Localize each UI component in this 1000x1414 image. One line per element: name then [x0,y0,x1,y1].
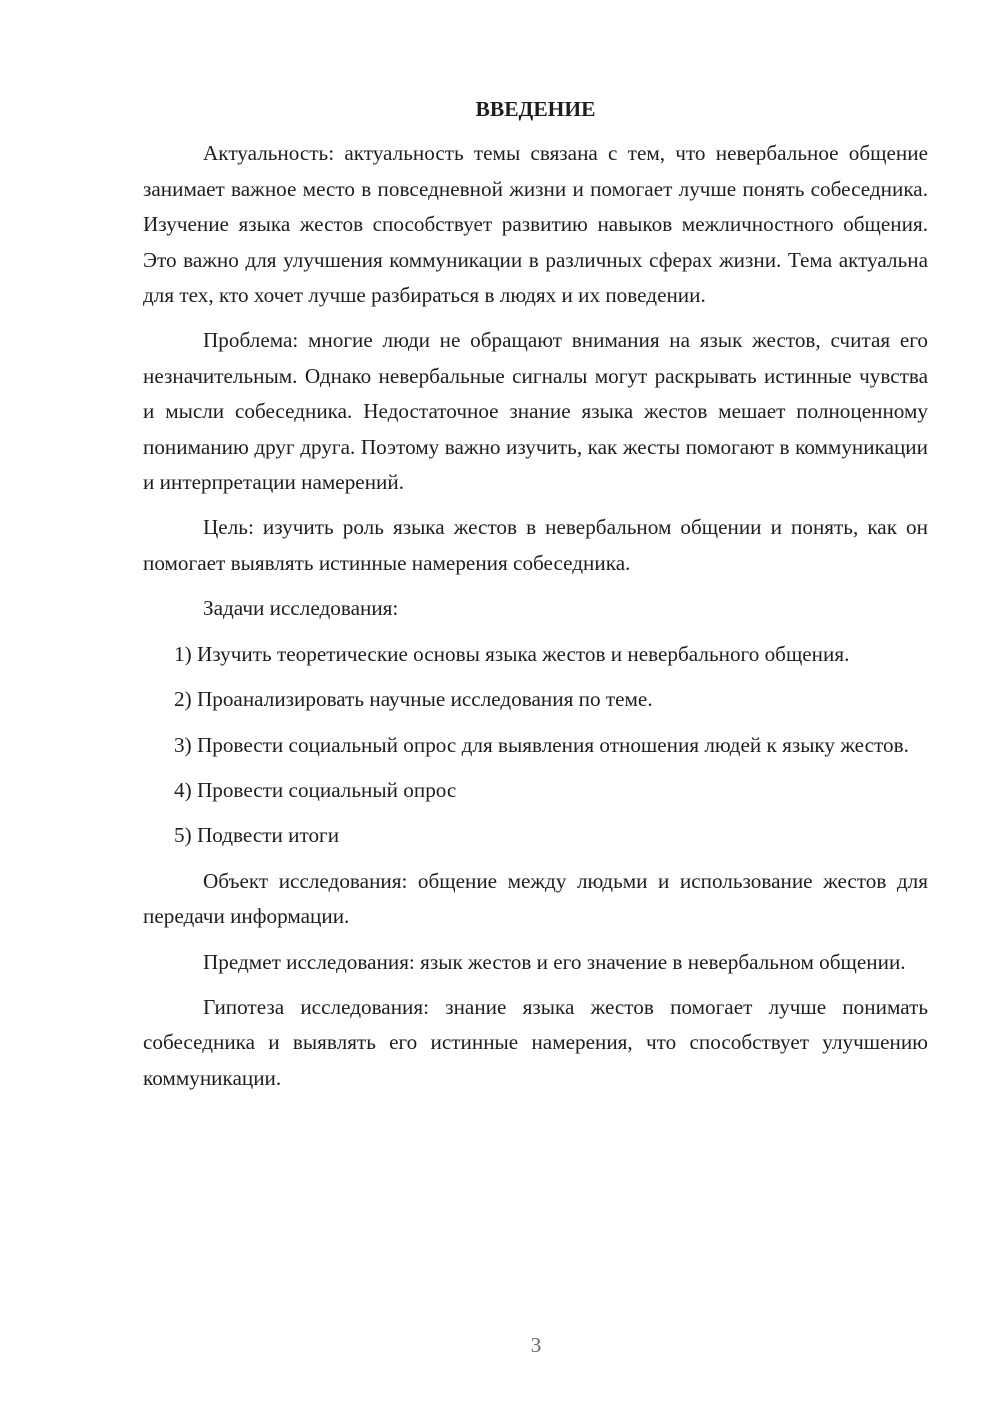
page-title: ВВЕДЕНИЕ [475,97,596,121]
problem-paragraph: Проблема: многие люди не обращают внимания на язык жестов, считая его незначительным. Однако невербальные сигналы могут раскрывать истинные чувства и мысли собеседника. Недостаточное знание языка жестов мешает полноценному пониманию друг друга. Поэтому важно изучить, как жесты помогают в коммуникации и интерпретации намерений. [143,328,928,495]
goal-paragraph: Цель: изучить роль языка жестов в невербальном общении и понять, как он помогает выявлять истинные намерения собеседника. [143,515,928,575]
task-item-2: 2) Проанализировать научные исследования по теме. [174,687,653,712]
subject-paragraph: Предмет исследования: язык жестов и его значение в невербальном общении. [203,949,906,974]
page-number: 3 [530,1333,542,1357]
hypothesis-paragraph: Гипотеза исследования: знание языка жестов помогает лучше понимать собеседника и выявлять его истинные намерения, что способствует улучшению коммуникации. [143,994,928,1090]
task-item-1: 1) Изучить теоретические основы языка жестов и невербального общения. [174,641,850,666]
tasks-title: Задачи исследования: [203,596,399,621]
document-page [143,92,928,1106]
task-item-4: 4) Провести социальный опрос [174,777,457,802]
object-paragraph: Объект исследования: общение между людьми и использование жестов для передачи информации. [143,868,928,929]
relevance-paragraph: Актуальность: актуальность темы связана с тем, что невербальное общение занимает важное место в повседневной жизни и помогает лучше понять собеседника. Изучение языка жестов способствует развитию навыков межличностного общения. Это важно для улучшения коммуникации в различных сферах жизни. Тема актуальна для тех, кто хочет лучше разбираться в людях и их поведении. [143,141,928,308]
task-item-5: 5) Подвести итоги [174,823,340,848]
task-item-3: 3) Провести социальный опрос для выявления отношения людей к языку жестов. [174,732,909,757]
